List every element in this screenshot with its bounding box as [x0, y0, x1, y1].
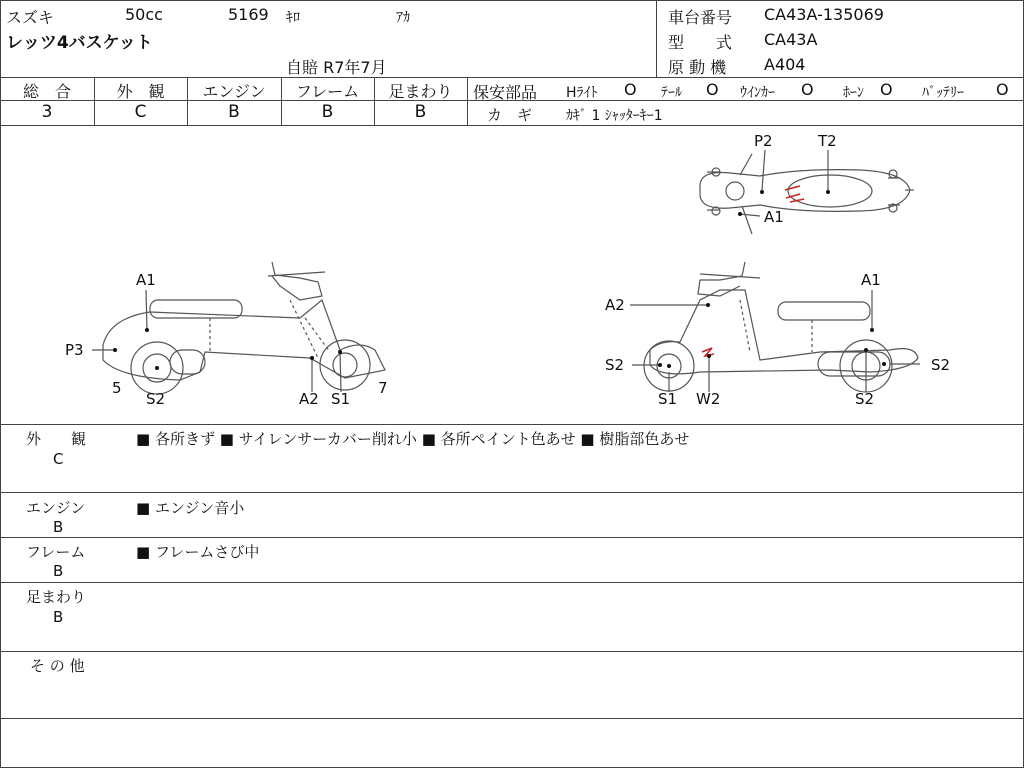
- safety-battery-mark: O: [996, 80, 1009, 99]
- label-right-a2: A2: [605, 296, 625, 314]
- key-value: ｶｷﾞ 1 ｼｬｯﾀｰｷｰ1: [566, 108, 663, 124]
- displacement: 50cc: [125, 5, 163, 24]
- label-left-7: 7: [378, 379, 388, 397]
- safety-horn-mark: O: [880, 80, 893, 99]
- label-right-s2-right: S2: [931, 356, 951, 374]
- label-right-s1: S1: [658, 390, 678, 408]
- label-t2: T2: [818, 132, 837, 150]
- section-engine-grade: B: [53, 518, 64, 536]
- label-left-a2: A2: [299, 390, 319, 408]
- divider: [0, 424, 1024, 425]
- label-a1-top: A1: [764, 208, 784, 226]
- body-color: ｱｶ: [396, 10, 410, 26]
- damage-marks: [702, 186, 804, 356]
- label-left-5: 5: [112, 379, 122, 397]
- key-label: カ ギ: [487, 106, 533, 124]
- label-left-s2: S2: [146, 390, 166, 408]
- safety-headlight-mark: O: [624, 80, 637, 99]
- grade-header-overall: 総 合: [22, 82, 71, 101]
- safety-battery: ﾊﾞｯﾃﾘｰ: [922, 85, 964, 101]
- safety-headlight: Hﾗｲﾄ: [566, 85, 598, 101]
- grade-frame: B: [321, 102, 334, 122]
- engine-value: A404: [764, 55, 806, 74]
- mileage-unit: ｷﾛ: [286, 10, 300, 26]
- safety-winker-mark: O: [801, 80, 814, 99]
- maker: スズキ: [6, 8, 55, 27]
- label-left-a1: A1: [136, 271, 156, 289]
- section-engine-label: エンジン: [26, 499, 86, 517]
- mileage-value: 5169: [228, 5, 269, 24]
- section-suspension-label: 足まわり: [26, 588, 87, 606]
- label-right-w2: W2: [696, 390, 721, 408]
- section-exterior-grade: C: [53, 450, 64, 468]
- safety-label: 保安部品: [473, 83, 538, 102]
- section-suspension-grade: B: [53, 608, 64, 626]
- grade-header-exterior: 外 観: [116, 82, 165, 101]
- damage-diagram: [0, 125, 1024, 425]
- divider: [0, 77, 1024, 78]
- divider: [0, 651, 1024, 652]
- safety-horn: ﾎｰﾝ: [843, 85, 864, 101]
- grade-header-frame: フレーム: [295, 82, 360, 101]
- grade-suspension: B: [414, 102, 427, 122]
- chassis-value: CA43A-135069: [764, 5, 884, 24]
- grade-overall: 3: [41, 102, 53, 122]
- grade-engine: B: [228, 102, 240, 122]
- scooter-top-view: [700, 154, 914, 234]
- section-other-label: そ の 他: [30, 657, 85, 675]
- divider: [0, 492, 1024, 493]
- label-left-s1: S1: [331, 390, 351, 408]
- label-right-a1: A1: [861, 271, 881, 289]
- section-frame-notes: ■ フレームさび中: [136, 543, 260, 561]
- safety-tail: ﾃｰﾙ: [661, 85, 682, 101]
- grade-header-engine: エンジン: [202, 82, 266, 101]
- section-exterior-label: 外 観: [26, 430, 87, 448]
- divider: [0, 718, 1024, 719]
- safety-tail-mark: O: [706, 80, 719, 99]
- section-frame-label: フレーム: [26, 543, 86, 561]
- chassis-label: 車台番号: [668, 8, 733, 27]
- divider: [467, 77, 468, 125]
- type-value: CA43A: [764, 30, 818, 49]
- divider: [656, 0, 657, 77]
- section-engine-notes: ■ エンジン音小: [136, 499, 245, 517]
- grade-exterior: C: [134, 102, 147, 122]
- label-p2: P2: [754, 132, 773, 150]
- engine-label: 原 動 機: [668, 58, 727, 77]
- type-label: 型 式: [668, 33, 733, 52]
- model-name: レッツ4バスケット: [6, 33, 153, 53]
- label-right-s2-left: S2: [605, 356, 625, 374]
- grade-header-suspension: 足まわり: [388, 82, 453, 101]
- section-frame-grade: B: [53, 562, 64, 580]
- insurance: 自賠 R7年7月: [286, 58, 387, 77]
- label-left-p3: P3: [65, 341, 84, 359]
- divider: [0, 537, 1024, 538]
- label-right-s2-bottom: S2: [855, 390, 875, 408]
- safety-winker: ｳｲﾝｶｰ: [740, 85, 775, 101]
- section-exterior-notes: ■ 各所きず ■ サイレンサーカバー削れ小 ■ 各所ペイント色あせ ■ 樹脂部色あせ: [136, 430, 690, 448]
- divider: [0, 582, 1024, 583]
